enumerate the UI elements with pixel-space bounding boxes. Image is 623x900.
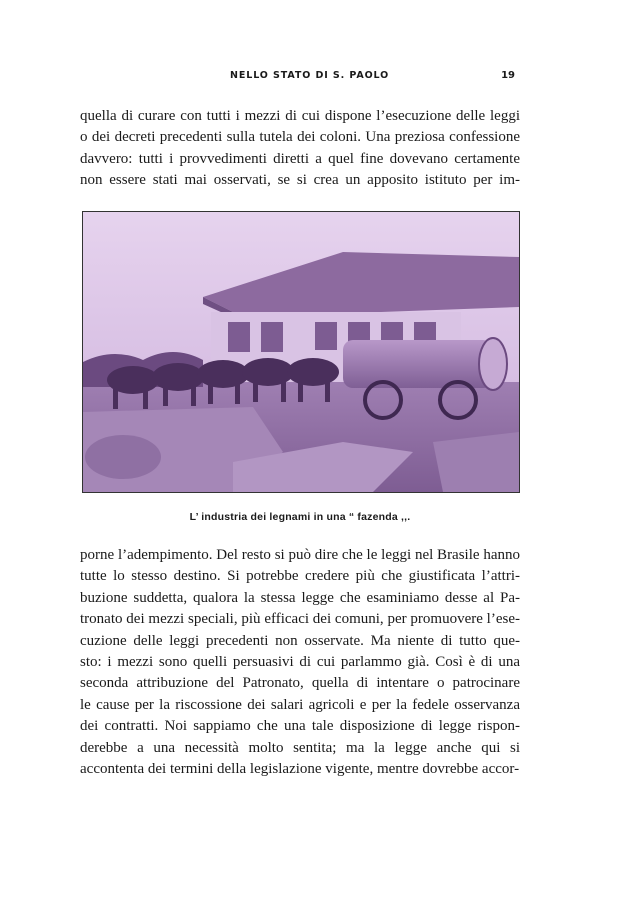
text-line: sto: i mezzi sono quelli persuasivi di cui parlammo già. Così è di una bbox=[80, 653, 520, 670]
text-line: porne l’adempimento. Del resto si può dire che le leggi nel Brasile hanno bbox=[80, 547, 520, 563]
text-line: seconda attribuzione del Patronato, quella di intentare o patrocinare bbox=[80, 675, 520, 692]
text-line: le cause per la riscossione dei salari agricoli e per la fedele osservanza bbox=[80, 696, 520, 713]
text-line: non essere stati mai osservati, se si crea un apposito istituto per im- bbox=[80, 172, 520, 189]
text-line: cuzione delle leggi precedenti non osservate. Ma niente di tutto que- bbox=[80, 632, 520, 649]
bottom-paragraph bbox=[80, 545, 520, 780]
text-line: quella di curare con tutti i mezzi di cui dispone l’esecuzione delle leggi bbox=[80, 108, 520, 124]
text-line: dei contratti. Noi sappiamo che una tale disposizione di legge rispon- bbox=[80, 718, 520, 735]
text-line: o dei decreti precedenti sulla tutela dei coloni. Una preziosa confessione bbox=[80, 129, 520, 146]
running-title: NELLO STATO DI S. PAOLO bbox=[230, 70, 390, 81]
running-head bbox=[80, 70, 520, 86]
figure-caption: L’ industria dei legnami in una “ fazenda ,,. bbox=[189, 511, 411, 523]
text-line: tutte lo stesso destino. Si potrebbe credere più che giustificata l’attri- bbox=[80, 568, 520, 585]
top-paragraph bbox=[80, 106, 520, 192]
photo-sawmill-oxcart bbox=[83, 212, 519, 492]
text-line: derebbe a una necessità molto sentita; ma la legge anche qui si bbox=[80, 739, 520, 756]
page-number: 19 bbox=[501, 70, 515, 81]
text-line: buzione suddetta, qualora la stessa legge che esaminiamo desse al Pa- bbox=[80, 589, 520, 606]
photograph bbox=[82, 211, 520, 493]
text-line: davvero: tutti i provvedimenti diretti a quel fine dovevano certamente bbox=[80, 150, 520, 167]
text-line: accontenta dei termini della legislazione vigente, mentre dovrebbe accor- bbox=[80, 760, 520, 777]
text-line: tronato dei mezzi speciali, più efficaci dei comuni, per promuovere l’ese- bbox=[80, 611, 520, 628]
